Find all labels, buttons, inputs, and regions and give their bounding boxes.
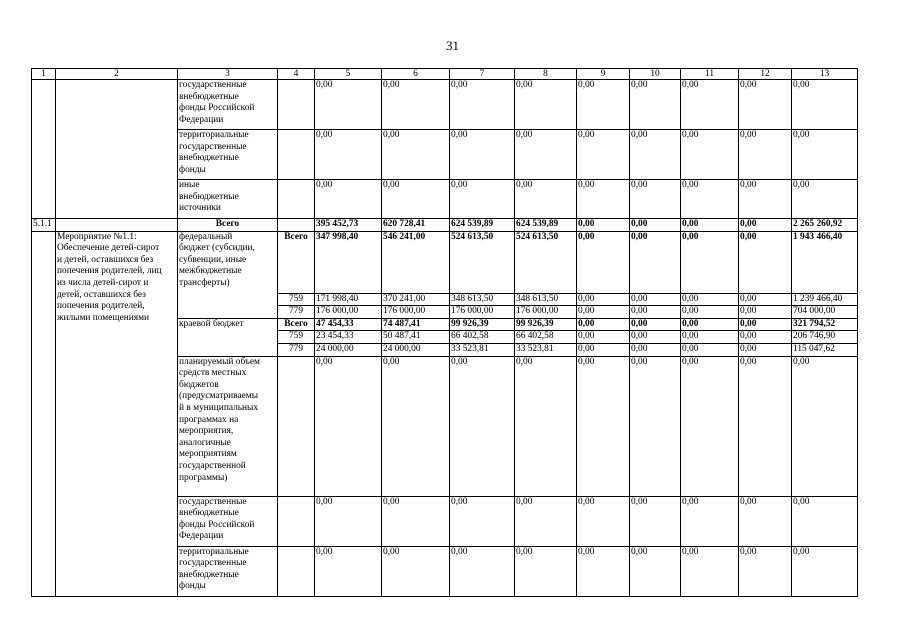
code-cell: 779: [278, 343, 315, 356]
value-cell: 24 000,00: [315, 343, 382, 356]
empty-cell: [278, 130, 315, 180]
value-cell: 0,00: [681, 318, 739, 331]
code-cell: 759: [278, 331, 315, 344]
value-cell: 0,00: [630, 231, 681, 293]
value-cell: 0,00: [382, 546, 450, 596]
value-cell: 0,00: [577, 306, 630, 319]
value-cell: 24 000,00: [382, 343, 450, 356]
value-cell: 704 000,00: [792, 306, 858, 319]
header-row: [32, 69, 858, 80]
value-cell: 0,00: [681, 331, 739, 344]
value-cell: 66 402,58: [450, 331, 515, 344]
value-cell: 0,00: [681, 496, 739, 546]
empty-cell: [278, 80, 315, 130]
value-cell: 0,00: [315, 180, 382, 219]
value-cell: 33 523,81: [515, 343, 577, 356]
empty-cell: [278, 496, 315, 546]
value-cell: 0,00: [681, 80, 739, 130]
financing-table: [31, 68, 858, 597]
page-number: 31: [446, 38, 459, 53]
code-cell: Всего: [278, 318, 315, 331]
value-cell: 0,00: [515, 180, 577, 219]
value-cell: 0,00: [315, 546, 382, 596]
value-cell: 0,00: [681, 231, 739, 293]
value-cell: 206 746,90: [792, 331, 858, 344]
value-cell: 348 613,50: [450, 293, 515, 306]
value-cell: 0,00: [739, 130, 792, 180]
value-cell: 0,00: [739, 356, 792, 496]
value-cell: 0,00: [792, 80, 858, 130]
header-cell: 10: [630, 69, 681, 80]
value-cell: 1 239 466,40: [792, 293, 858, 306]
empty-cell: [32, 80, 56, 219]
value-cell: 0,00: [739, 180, 792, 219]
value-cell: 0,00: [739, 343, 792, 356]
source-cell: государственные внебюджетные фонды Российской Федерации: [178, 80, 278, 130]
value-cell: 0,00: [315, 130, 382, 180]
table-row: [32, 231, 858, 293]
value-cell: 624 539,89: [450, 219, 515, 232]
value-cell: 0,00: [577, 496, 630, 546]
value-cell: 546 241,00: [382, 231, 450, 293]
value-cell: 0,00: [515, 356, 577, 496]
value-cell: 0,00: [630, 496, 681, 546]
value-cell: 0,00: [792, 130, 858, 180]
header-cell: 6: [382, 69, 450, 80]
total-label: Всего: [178, 219, 278, 232]
value-cell: 0,00: [739, 80, 792, 130]
value-cell: 0,00: [382, 356, 450, 496]
value-cell: 0,00: [630, 293, 681, 306]
value-cell: 2 265 260,92: [792, 219, 858, 232]
value-cell: 0,00: [739, 293, 792, 306]
table-row: [32, 219, 858, 232]
header-cell: 5: [315, 69, 382, 80]
value-cell: 0,00: [681, 306, 739, 319]
code-cell: 759: [278, 293, 315, 306]
value-cell: 0,00: [577, 219, 630, 232]
value-cell: 0,00: [577, 293, 630, 306]
value-cell: 0,00: [630, 130, 681, 180]
value-cell: 321 794,52: [792, 318, 858, 331]
value-cell: 0,00: [792, 180, 858, 219]
value-cell: 0,00: [792, 546, 858, 596]
measure-title: Мероприятие №1.1: Обеспечение детей-сирот и детей, оставшихся без попечения родителей, лиц из числа детей-сирот и детей, оставшихся без попечения родителей, жилыми помещениями: [56, 231, 178, 596]
value-cell: 0,00: [577, 546, 630, 596]
value-cell: 0,00: [681, 356, 739, 496]
value-cell: 0,00: [515, 80, 577, 130]
header-cell: 8: [515, 69, 577, 80]
value-cell: 0,00: [739, 496, 792, 546]
value-cell: 347 998,40: [315, 231, 382, 293]
header-cell: 7: [450, 69, 515, 80]
value-cell: 524 613,50: [450, 231, 515, 293]
value-cell: 0,00: [450, 130, 515, 180]
value-cell: 23 454,33: [315, 331, 382, 344]
value-cell: 0,00: [630, 80, 681, 130]
value-cell: 0,00: [577, 318, 630, 331]
value-cell: 0,00: [630, 546, 681, 596]
code-cell: Всего: [278, 231, 315, 293]
source-cell: планируемый объем средств местных бюджетов (предусматриваемы й в муниципальных программах на мероприятия, аналогичные мероприятиям государственной программы): [178, 356, 278, 496]
source-cell: краевой бюджет: [178, 318, 278, 356]
value-cell: 1 943 466,40: [792, 231, 858, 293]
value-cell: 0,00: [577, 130, 630, 180]
value-cell: 115 047,62: [792, 343, 858, 356]
value-cell: 0,00: [577, 231, 630, 293]
value-cell: 0,00: [630, 318, 681, 331]
value-cell: 171 998,40: [315, 293, 382, 306]
header-cell: 3: [178, 69, 278, 80]
header-cell: 11: [681, 69, 739, 80]
value-cell: 66 402,58: [515, 331, 577, 344]
value-cell: 0,00: [450, 496, 515, 546]
value-cell: 0,00: [739, 219, 792, 232]
value-cell: 348 613,50: [515, 293, 577, 306]
value-cell: 176 000,00: [382, 306, 450, 319]
header-cell: 1: [32, 69, 56, 80]
value-cell: 0,00: [382, 130, 450, 180]
source-cell: федеральный бюджет (субсидии, субвенции, иные межбюджетные трансферты): [178, 231, 278, 318]
value-cell: 370 241,00: [382, 293, 450, 306]
value-cell: 0,00: [515, 546, 577, 596]
value-cell: 99 926,39: [515, 318, 577, 331]
header-cell: 2: [56, 69, 178, 80]
value-cell: 524 613,50: [515, 231, 577, 293]
value-cell: 395 452,73: [315, 219, 382, 232]
value-cell: 624 539,89: [515, 219, 577, 232]
measure-number: 5.1.1: [32, 219, 56, 232]
value-cell: 0,00: [630, 343, 681, 356]
value-cell: 176 000,00: [515, 306, 577, 319]
value-cell: 0,00: [739, 306, 792, 319]
empty-cell: [56, 219, 178, 232]
value-cell: 0,00: [450, 80, 515, 130]
value-cell: 620 728,41: [382, 219, 450, 232]
value-cell: 0,00: [681, 546, 739, 596]
code-cell: 779: [278, 306, 315, 319]
value-cell: 0,00: [315, 80, 382, 130]
value-cell: 0,00: [515, 496, 577, 546]
empty-cell: [278, 546, 315, 596]
value-cell: 0,00: [681, 293, 739, 306]
value-cell: 0,00: [315, 356, 382, 496]
value-cell: 0,00: [630, 180, 681, 219]
value-cell: 0,00: [630, 331, 681, 344]
value-cell: 0,00: [382, 180, 450, 219]
header-cell: 13: [792, 69, 858, 80]
value-cell: 47 454,33: [315, 318, 382, 331]
source-cell: территориальные государственные внебюджетные фонды: [178, 130, 278, 180]
value-cell: 0,00: [792, 496, 858, 546]
empty-cell: [278, 219, 315, 232]
value-cell: 176 000,00: [315, 306, 382, 319]
value-cell: 74 487,41: [382, 318, 450, 331]
value-cell: 0,00: [450, 180, 515, 219]
value-cell: 0,00: [577, 356, 630, 496]
value-cell: 0,00: [792, 356, 858, 496]
value-cell: 0,00: [630, 306, 681, 319]
value-cell: 0,00: [577, 343, 630, 356]
value-cell: 0,00: [681, 130, 739, 180]
value-cell: 0,00: [577, 331, 630, 344]
value-cell: 0,00: [630, 219, 681, 232]
value-cell: 0,00: [630, 356, 681, 496]
value-cell: 176 000,00: [450, 306, 515, 319]
value-cell: 0,00: [382, 80, 450, 130]
empty-cell: [278, 356, 315, 496]
value-cell: 0,00: [577, 180, 630, 219]
value-cell: 0,00: [681, 343, 739, 356]
header-cell: 12: [739, 69, 792, 80]
value-cell: 33 523,81: [450, 343, 515, 356]
header-cell: 9: [577, 69, 630, 80]
value-cell: 0,00: [382, 496, 450, 546]
empty-cell: [32, 231, 56, 596]
value-cell: 0,00: [450, 356, 515, 496]
empty-cell: [278, 180, 315, 219]
empty-cell: [56, 80, 178, 219]
header-cell: 4: [278, 69, 315, 80]
value-cell: 0,00: [450, 546, 515, 596]
value-cell: 0,00: [681, 180, 739, 219]
source-cell: территориальные государственные внебюджетные фонды: [178, 546, 278, 596]
value-cell: 0,00: [681, 219, 739, 232]
value-cell: 0,00: [739, 546, 792, 596]
table-row: [32, 80, 858, 130]
source-cell: государственные внебюджетные фонды Российской Федерации: [178, 496, 278, 546]
source-cell: иные внебюджетные источники: [178, 180, 278, 219]
value-cell: 50 487,41: [382, 331, 450, 344]
value-cell: 0,00: [739, 331, 792, 344]
value-cell: 0,00: [515, 130, 577, 180]
value-cell: 0,00: [577, 80, 630, 130]
value-cell: 0,00: [739, 231, 792, 293]
value-cell: 99 926,39: [450, 318, 515, 331]
value-cell: 0,00: [315, 496, 382, 546]
value-cell: 0,00: [739, 318, 792, 331]
